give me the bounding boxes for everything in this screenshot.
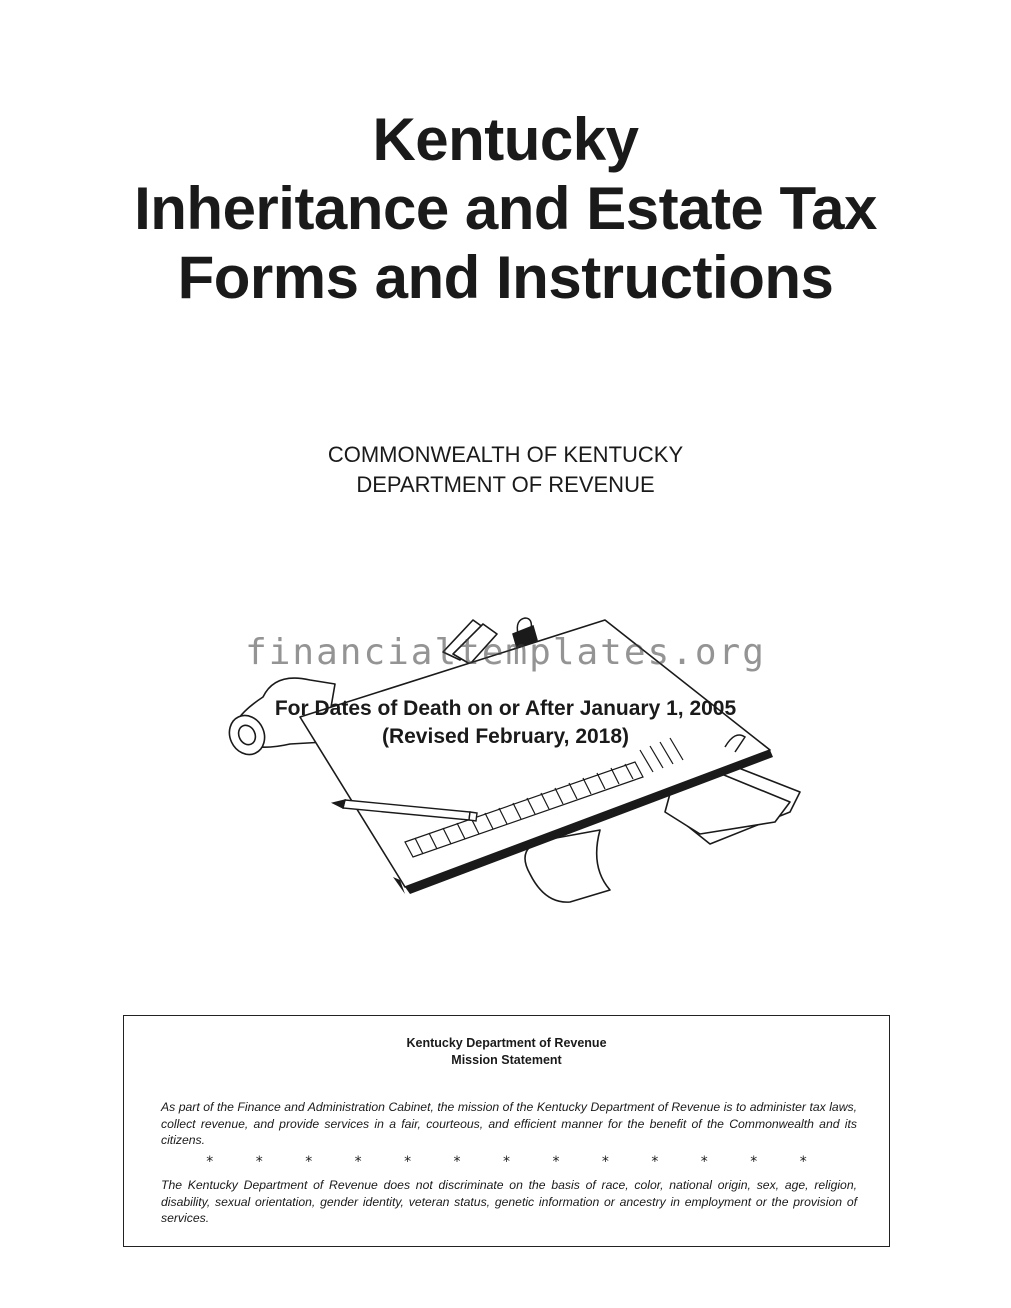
title-line-subject: Inheritance and Estate Tax <box>134 175 877 242</box>
applicability-dates <box>0 695 1011 751</box>
issuing-agency <box>0 440 1011 500</box>
dates-of-death-line: For Dates of Death on or After January 1, 2005 <box>274 697 737 720</box>
nondiscrimination-paragraph: The Kentucky Department of Revenue does not discriminate on the basis of race, color, national origin, sex, age, religion, disability, sexual orientation, gender identity, veteran status, genetic information or ancestry in employment or the provision of services. <box>161 1178 857 1225</box>
revision-date-line: (Revised February, 2018) <box>381 725 630 748</box>
agency-department: DEPARTMENT OF REVENUE <box>356 472 655 497</box>
title-line-type: Forms and Instructions <box>177 244 834 311</box>
mission-statement-box <box>123 1015 890 1247</box>
watermark-text: financialtemplates.org <box>245 632 766 673</box>
title-line-state: Kentucky <box>372 106 639 173</box>
document-title <box>0 105 1011 312</box>
asterisk-separator: * * * * * * * * * * * * * <box>206 1154 826 1170</box>
agency-commonwealth: COMMONWEALTH OF KENTUCKY <box>327 442 684 467</box>
mission-paragraph: As part of the Finance and Administration Cabinet, the mission of the Kentucky Department of Revenue is to administer tax laws, collect revenue, and provide services in a fair, courteous, and efficient manner for the benefit of the Commonwealth and its citizens. <box>161 1100 857 1147</box>
mission-heading <box>124 1035 889 1069</box>
mission-heading-agency: Kentucky Department of Revenue <box>406 1036 607 1050</box>
mission-heading-title: Mission Statement <box>451 1053 562 1067</box>
